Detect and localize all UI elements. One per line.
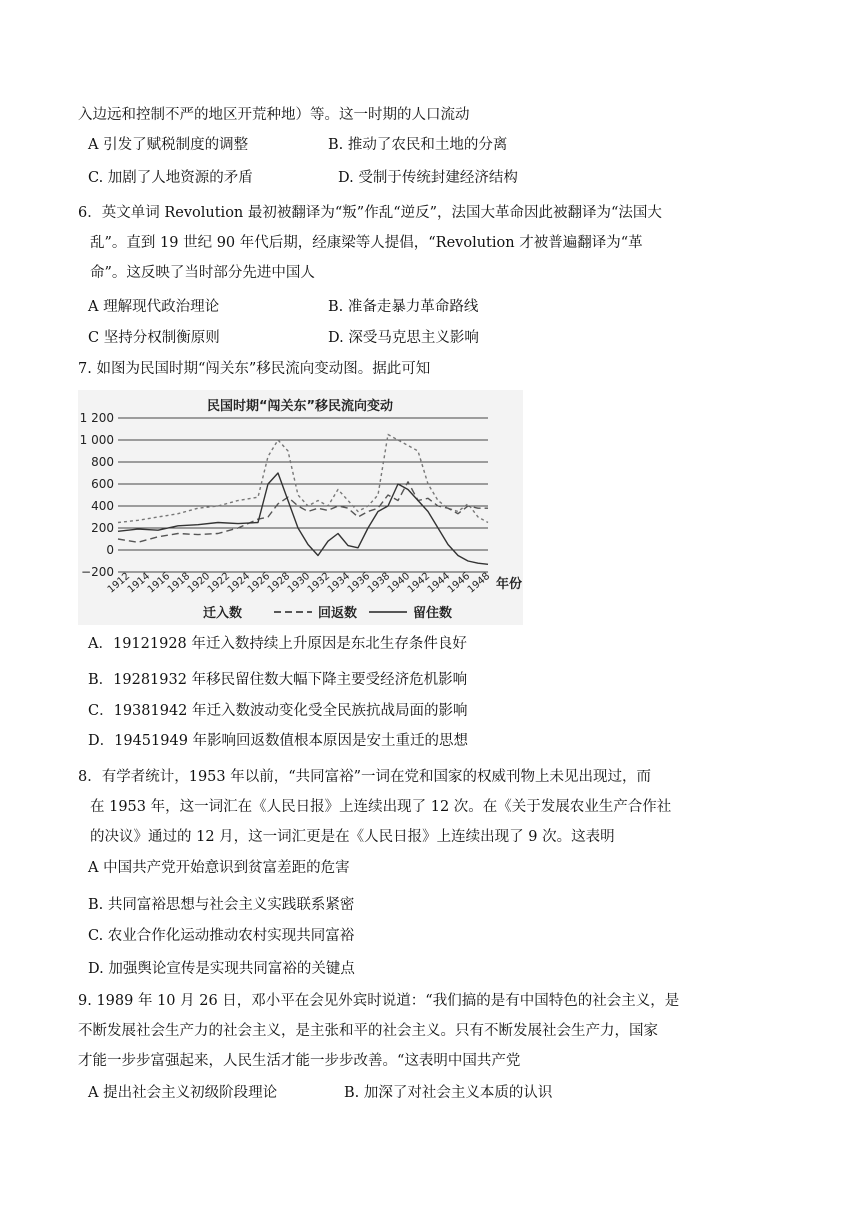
x-tick-label: 1926 xyxy=(245,570,273,596)
q8-stem-line-3: 的决议》通过的 12 月，这一词汇更是在《人民日报》上连续出现了 9 次。这表明 xyxy=(90,829,615,845)
y-tick-label: 800 xyxy=(91,455,114,469)
x-tick-label: 1942 xyxy=(405,570,433,596)
q9-stem-line-1: 9. 1989 年 10 月 26 日，邓小平在会见外宾时说道：“我们搞的是有中国特色的社会主义，是 xyxy=(78,993,680,1009)
x-tick-label: 1948 xyxy=(465,570,493,596)
x-tick-label: 1928 xyxy=(265,570,293,596)
y-tick-label: 200 xyxy=(91,521,114,535)
q5-option-a: A 引发了赋税制度的调整 xyxy=(88,137,249,153)
q7-option-c: C．19381942 年迁入数波动变化受全民族抗战局面的影响 xyxy=(88,703,468,719)
x-tick-label: 1914 xyxy=(125,570,153,596)
x-tick-label: 1924 xyxy=(225,570,253,596)
q8-option-d: D. 加强舆论宣传是实现共同富裕的关键点 xyxy=(88,961,355,977)
q9-option-b: B. 加深了对社会主义本质的认识 xyxy=(344,1085,553,1101)
x-tick-label: 1932 xyxy=(305,570,333,596)
x-axis-label: 年份 xyxy=(496,577,523,592)
x-tick-label: 1930 xyxy=(285,570,313,596)
q6-option-d: D. 深受马克思主义影响 xyxy=(328,330,479,346)
q5-option-c: C. 加剧了人地资源的矛盾 xyxy=(88,170,253,186)
q8-stem-line-2: 在 1953 年，这一词汇在《人民日报》上连续出现了 12 次。在《关于发展农业生产合作社 xyxy=(90,799,672,815)
y-tick-label: 600 xyxy=(91,477,114,491)
y-tick-label: 400 xyxy=(91,499,114,513)
x-tick-label: 1922 xyxy=(205,570,233,596)
q6-stem-line-3: 命”。这反映了当时部分先进中国人 xyxy=(90,265,315,281)
x-tick-label: 1918 xyxy=(165,570,193,596)
y-tick-label: 0 xyxy=(106,543,114,557)
y-tick-label: 1 200 xyxy=(79,411,114,425)
q6-option-c: C 坚持分权制衡原则 xyxy=(88,330,220,346)
x-tick-label: 1938 xyxy=(365,570,393,596)
q5-option-b: B. 推动了农民和土地的分离 xyxy=(328,137,508,153)
q5-stem-end: 入边远和控制不严的地区开荒种地）等。这一时期的人口流动 xyxy=(78,107,470,123)
y-tick-label: −200 xyxy=(81,565,114,579)
legend-label: 迁入数 xyxy=(203,606,243,621)
q6-option-a: A 理解现代政治理论 xyxy=(88,299,220,315)
q7-option-d: D．19451949 年影响回返数值根本原因是安土重迁的思想 xyxy=(88,733,469,749)
x-tick-label: 1936 xyxy=(345,570,373,596)
x-tick-label: 1940 xyxy=(385,570,413,596)
x-tick-label: 1934 xyxy=(325,570,353,596)
q9-option-a: A 提出社会主义初级阶段理论 xyxy=(88,1085,278,1101)
q8-option-a: A 中国共产党开始意识到贫富差距的危害 xyxy=(88,860,350,876)
legend-label: 留住数 xyxy=(413,606,453,621)
q9-stem-line-3: 才能一步步富强起来，人民生活才能一步步改善。“这表明中国共产党 xyxy=(78,1053,521,1069)
q6-stem-line-1: 6．英文单词 Revolution 最初被翻译为“叛”作乱“逆反”，法国大革命因此被翻译为“法国大 xyxy=(78,205,662,221)
y-tick-label: 1 000 xyxy=(79,433,114,447)
q8-option-b: B. 共同富裕思想与社会主义实践联系紧密 xyxy=(88,897,355,913)
legend-label: 回返数 xyxy=(318,606,358,621)
migration-line-chart xyxy=(78,390,523,625)
q7-stem: 7. 如图为民国时期“闯关东”移民流向变动图。据此可知 xyxy=(78,361,431,377)
q9-stem-line-2: 不断发展社会生产力的社会主义，是主张和平的社会主义。只有不断发展社会生产力，国家 xyxy=(78,1023,658,1039)
q7-option-b: B．19281932 年移民留住数大幅下降主要受经济危机影响 xyxy=(88,672,468,688)
q5-option-d: D. 受制于传统封建经济结构 xyxy=(338,170,518,186)
x-tick-label: 1944 xyxy=(425,570,453,596)
q6-stem-line-2: 乱”。直到 19 世纪 90 年代后期，经康梁等人提倡，“Revolution 才被普遍翻译为“革 xyxy=(90,235,643,251)
x-tick-label: 1916 xyxy=(145,570,173,596)
x-tick-label: 1946 xyxy=(445,570,473,596)
q6-option-b: B. 准备走暴力革命路线 xyxy=(328,299,479,315)
q8-option-c: C. 农业合作化运动推动农村实现共同富裕 xyxy=(88,928,355,944)
x-tick-label: 1920 xyxy=(185,570,213,596)
chart-title: 民国时期“闯关东”移民流向变动 xyxy=(206,399,394,414)
q7-option-a: A．19121928 年迁入数持续上升原因是东北生存条件良好 xyxy=(88,636,467,652)
q8-stem-line-1: 8．有学者统计，1953 年以前，“共同富裕”一词在党和国家的权威刊物上未见出现过，而 xyxy=(78,769,652,785)
x-tick-label: 1912 xyxy=(105,570,133,596)
